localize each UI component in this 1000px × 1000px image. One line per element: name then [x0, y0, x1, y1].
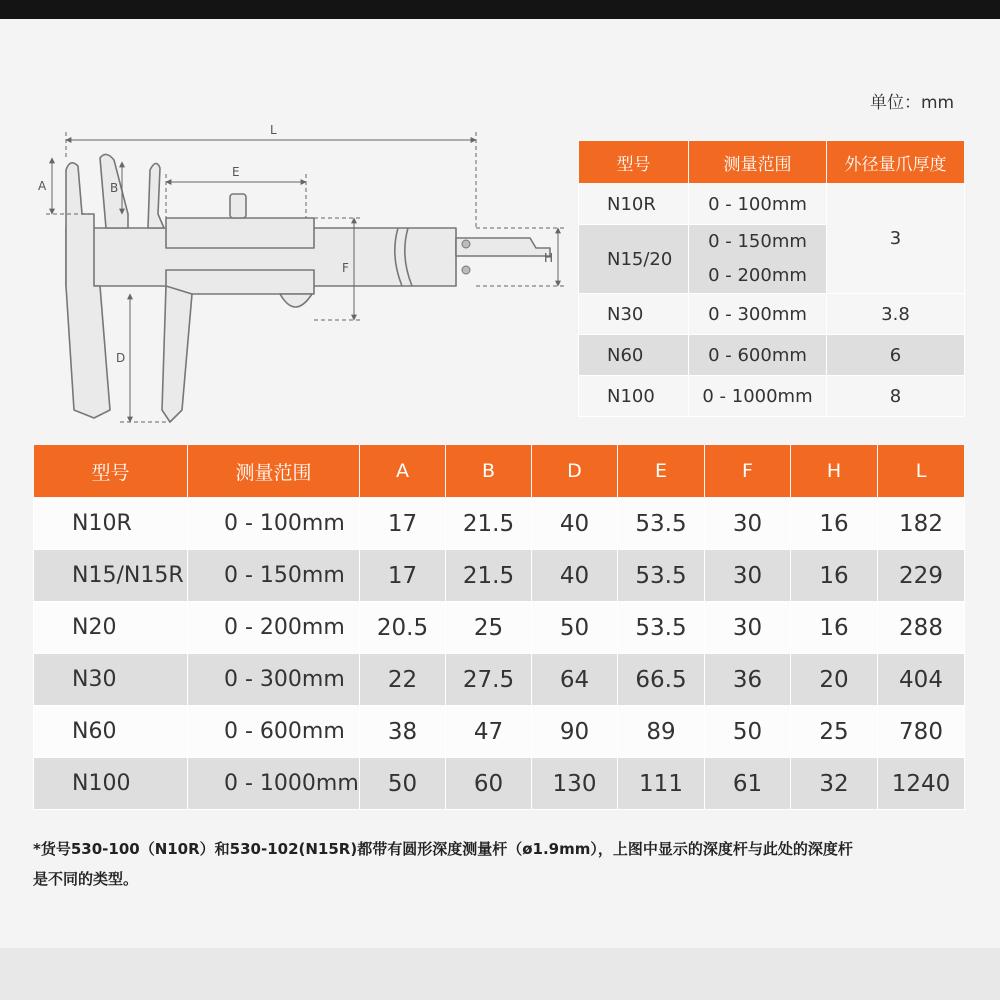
- range-cell: 0 - 1000mm: [689, 376, 827, 417]
- value-cell: 89: [618, 706, 705, 758]
- model-cell: N30: [34, 654, 188, 706]
- footnote: [33, 834, 973, 894]
- range-cell: 0 - 150mm: [188, 550, 360, 602]
- header-col-E: E: [618, 445, 705, 498]
- range-cell: 0 - 300mm: [689, 294, 827, 335]
- value-cell: 1240: [878, 758, 965, 810]
- value-cell: 50: [705, 706, 791, 758]
- table-row: [34, 602, 965, 654]
- value-cell: 64: [532, 654, 618, 706]
- value-cell: 25: [446, 602, 532, 654]
- range-cell: 0 - 200mm: [188, 602, 360, 654]
- model-cell: N100: [34, 758, 188, 810]
- value-cell: 21.5: [446, 498, 532, 550]
- value-cell: 111: [618, 758, 705, 810]
- value-cell: 288: [878, 602, 965, 654]
- value-cell: 50: [532, 602, 618, 654]
- table-row: [579, 184, 965, 225]
- dim-label-L: L: [270, 123, 277, 137]
- model-cell: N15/20: [579, 225, 689, 294]
- range-cell: 0 - 100mm: [689, 184, 827, 225]
- header-col-F: F: [705, 445, 791, 498]
- caliper-diagram: [30, 110, 580, 440]
- value-cell: 16: [791, 550, 878, 602]
- header-range: 测量范围: [188, 445, 360, 498]
- range-line: 0 - 200mm: [708, 265, 807, 286]
- header-range: 测量范围: [689, 141, 827, 184]
- value-cell: 17: [360, 550, 446, 602]
- value-cell: 53.5: [618, 602, 705, 654]
- value-cell: 66.5: [618, 654, 705, 706]
- header-model: 型号: [579, 141, 689, 184]
- value-cell: 780: [878, 706, 965, 758]
- range-cell: 0 - 1000mm: [188, 758, 360, 810]
- dim-label-A: A: [38, 179, 47, 193]
- value-cell: 36: [705, 654, 791, 706]
- value-cell: 16: [791, 602, 878, 654]
- unit-label: 单位：mm: [870, 93, 955, 113]
- range-cell: 0 - 600mm: [188, 706, 360, 758]
- dim-label-E: E: [232, 165, 240, 179]
- jaw-thickness-table: [578, 140, 965, 417]
- top-bar: [0, 0, 1000, 19]
- dimensions-table: [33, 444, 965, 810]
- value-cell: 229: [878, 550, 965, 602]
- table-row: [34, 498, 965, 550]
- model-cell: N60: [34, 706, 188, 758]
- range-cell: [689, 225, 827, 294]
- model-cell: N100: [579, 376, 689, 417]
- range-cell: 0 - 100mm: [188, 498, 360, 550]
- model-cell: N20: [34, 602, 188, 654]
- range-cell: 0 - 300mm: [188, 654, 360, 706]
- value-cell: 53.5: [618, 498, 705, 550]
- thickness-cell: 3.8: [827, 294, 965, 335]
- footnote-line: *货号530-100（N10R）和530-102(N15R)都带有圆形深度测量杆（ø1.9mm），上图中显示的深度杆与此处的深度杆: [33, 840, 853, 858]
- header-col-H: H: [791, 445, 878, 498]
- bottom-bar: [0, 948, 1000, 1000]
- value-cell: 32: [791, 758, 878, 810]
- value-cell: 17: [360, 498, 446, 550]
- model-cell: N60: [579, 335, 689, 376]
- value-cell: 30: [705, 550, 791, 602]
- value-cell: 40: [532, 498, 618, 550]
- table-row: [34, 758, 965, 810]
- value-cell: 40: [532, 550, 618, 602]
- thickness-cell: 3: [827, 184, 965, 294]
- dim-label-B: B: [110, 181, 119, 195]
- header-col-A: A: [360, 445, 446, 498]
- model-cell: N10R: [34, 498, 188, 550]
- value-cell: 27.5: [446, 654, 532, 706]
- table-row: [34, 550, 965, 602]
- value-cell: 20.5: [360, 602, 446, 654]
- header-model: 型号: [34, 445, 188, 498]
- value-cell: 47: [446, 706, 532, 758]
- dim-label-H: H: [544, 251, 554, 265]
- value-cell: 22: [360, 654, 446, 706]
- value-cell: 30: [705, 602, 791, 654]
- model-cell: N30: [579, 294, 689, 335]
- thickness-cell: 6: [827, 335, 965, 376]
- model-cell: N10R: [579, 184, 689, 225]
- value-cell: 130: [532, 758, 618, 810]
- header-col-L: L: [878, 445, 965, 498]
- value-cell: 90: [532, 706, 618, 758]
- value-cell: 53.5: [618, 550, 705, 602]
- footnote-line: 是不同的类型。: [33, 870, 139, 888]
- table-row: [34, 654, 965, 706]
- value-cell: 182: [878, 498, 965, 550]
- value-cell: 50: [360, 758, 446, 810]
- value-cell: 61: [705, 758, 791, 810]
- thickness-cell: 8: [827, 376, 965, 417]
- value-cell: 404: [878, 654, 965, 706]
- value-cell: 16: [791, 498, 878, 550]
- range-cell: 0 - 600mm: [689, 335, 827, 376]
- value-cell: 25: [791, 706, 878, 758]
- dim-label-F: F: [342, 261, 349, 275]
- header-col-B: B: [446, 445, 532, 498]
- value-cell: 21.5: [446, 550, 532, 602]
- value-cell: 30: [705, 498, 791, 550]
- value-cell: 38: [360, 706, 446, 758]
- table-row: [579, 294, 965, 335]
- range-line: 0 - 150mm: [708, 231, 807, 252]
- model-cell: N15/N15R: [34, 550, 188, 602]
- value-cell: 60: [446, 758, 532, 810]
- header-thickness: 外径量爪厚度: [827, 141, 965, 184]
- header-col-D: D: [532, 445, 618, 498]
- table-row: [579, 335, 965, 376]
- dim-label-D: D: [116, 351, 126, 365]
- table-row: [34, 706, 965, 758]
- table-row: [579, 376, 965, 417]
- value-cell: 20: [791, 654, 878, 706]
